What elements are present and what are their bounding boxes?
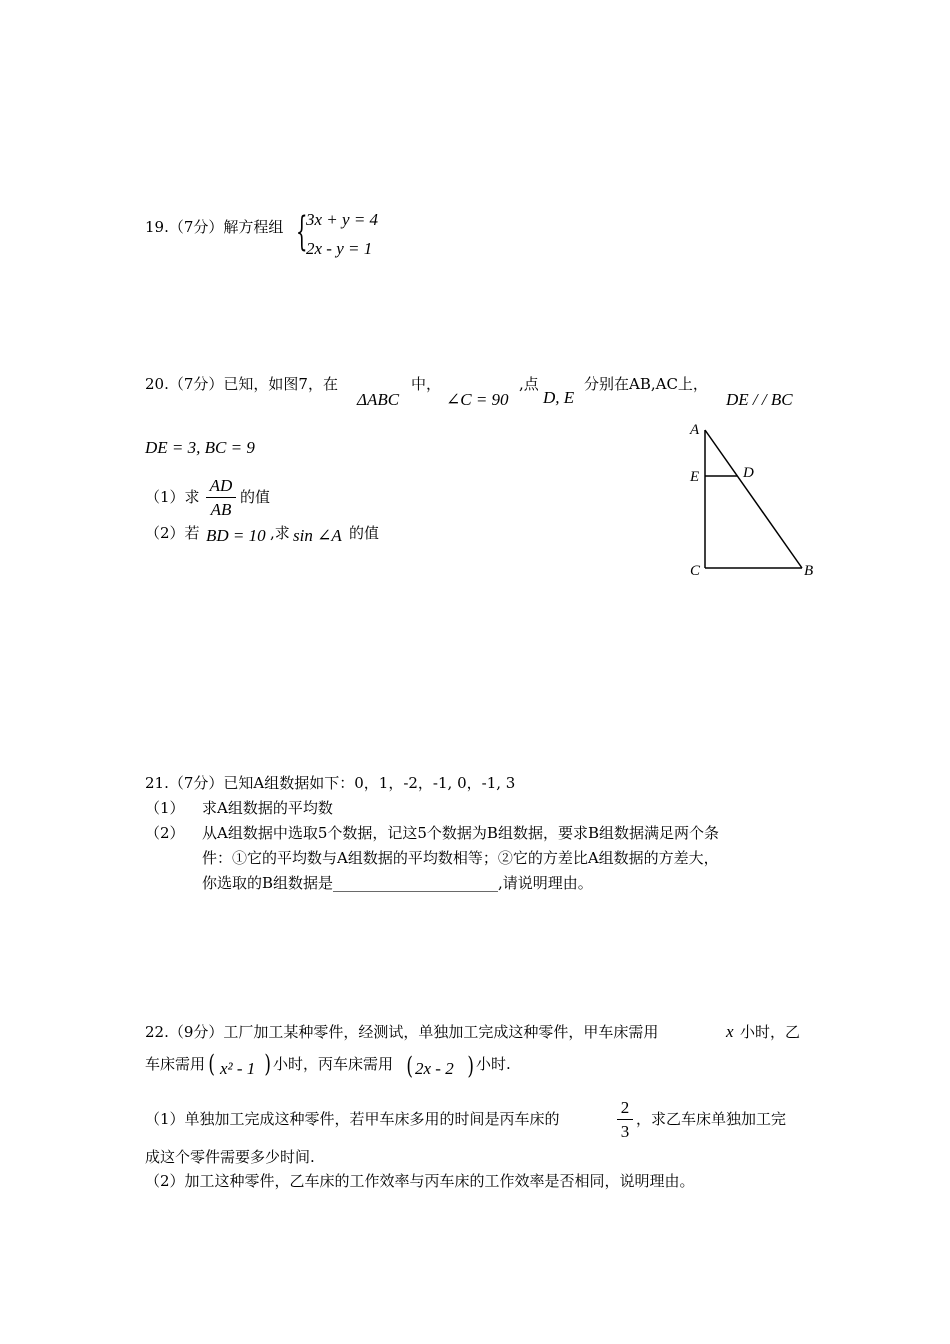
q20-lead: 20.（7分）已知，如图7，在 bbox=[145, 375, 338, 393]
q22-part1-a: （1）单独加工完成这种零件，若甲车床多用的时间是丙车床的 bbox=[145, 1110, 560, 1128]
q20-dian: ,点 bbox=[519, 375, 539, 393]
label-d: D bbox=[743, 465, 754, 481]
paren-close: ) bbox=[467, 1052, 474, 1080]
q21-title: 21.（7分）已知A组数据如下：0，1，-2，-1, 0，-1, 3 bbox=[145, 774, 516, 792]
q19-equation-1: 3x + y = 4 bbox=[306, 210, 379, 229]
q20-part1-fraction bbox=[206, 477, 236, 518]
paren-close: ) bbox=[264, 1050, 271, 1078]
q21-part1-text: 求A组数据的平均数 bbox=[202, 799, 333, 817]
q22-line1-end: 小时，乙 bbox=[740, 1023, 801, 1041]
label-b: B bbox=[804, 563, 814, 579]
q22-expr2: 2x - 2 bbox=[415, 1059, 454, 1078]
q20-part1-prefix: （1）求 bbox=[145, 488, 200, 506]
paren-open: ( bbox=[406, 1052, 413, 1080]
q22-part1-b: ，求乙车床单独加工完 bbox=[636, 1110, 787, 1128]
q20-on: 分别在AB,AC上， bbox=[584, 375, 708, 393]
q20-part2-sin: sin ∠A bbox=[293, 526, 342, 545]
q20-part2-suffix: 的值 bbox=[349, 524, 380, 542]
fraction-numerator: AD bbox=[209, 476, 233, 495]
q20-points: D, E bbox=[543, 388, 575, 407]
q20-part2-bd: BD = 10 bbox=[206, 526, 266, 545]
q22-var-x: x bbox=[726, 1022, 734, 1041]
q20-given: DE = 3, BC = 9 bbox=[145, 438, 255, 457]
fraction-denominator: AB bbox=[210, 500, 232, 519]
fraction-numerator: 2 bbox=[620, 1098, 630, 1117]
label-a: A bbox=[690, 422, 700, 438]
label-e: E bbox=[690, 469, 700, 485]
fraction-bar bbox=[206, 497, 236, 498]
q22-part2: （2）加工这种零件，乙车床的工作效率与丙车床的工作效率是否相同，说明理由。 bbox=[145, 1172, 695, 1190]
paren-open: ( bbox=[208, 1050, 215, 1078]
q20-zhong: 中， bbox=[411, 375, 442, 393]
q22-line2-c: 小时. bbox=[476, 1055, 511, 1073]
q22-part1-fraction bbox=[617, 1099, 633, 1140]
q21-part2-line3: 你选取的B组数据是______________________,请说明理由。 bbox=[202, 874, 593, 892]
q20-part2-mid: ,求 bbox=[270, 524, 290, 542]
q20-parallel: DE / / BC bbox=[726, 390, 793, 409]
q21-part2-line1: 从A组数据中选取5个数据，记这5个数据为B组数据，要求B组数据满足两个条 bbox=[202, 824, 719, 842]
fraction-denominator: 3 bbox=[620, 1122, 630, 1141]
q19-title: 19.（7分）解方程组 bbox=[145, 218, 284, 236]
segment-ab bbox=[705, 430, 802, 568]
q22-expr1: x² - 1 bbox=[220, 1059, 256, 1078]
fraction-bar bbox=[617, 1119, 633, 1120]
q22-line2-a: 车床需用 bbox=[145, 1055, 206, 1073]
q22-line2-b: 小时，丙车床需用 bbox=[273, 1055, 394, 1073]
q22-line1: 22.（9分）工厂加工某种零件，经测试，单独加工完成这种零件，甲车床需用 bbox=[145, 1023, 659, 1041]
q20-triangle: ΔABC bbox=[357, 390, 400, 409]
q22-part1-line2: 成这个零件需要多少时间. bbox=[145, 1148, 315, 1166]
system-brace: { bbox=[296, 209, 308, 255]
q20-part2-prefix: （2）若 bbox=[145, 524, 200, 542]
q20-part1-suffix: 的值 bbox=[240, 488, 271, 506]
q21-part2-number: （2） bbox=[145, 824, 185, 842]
label-c: C bbox=[690, 563, 701, 579]
triangle-figure bbox=[680, 415, 830, 585]
q21-part1-number: （1） bbox=[145, 799, 185, 817]
q19-equation-2: 2x - y = 1 bbox=[306, 239, 373, 258]
q20-angle: ∠C = 90 bbox=[446, 390, 509, 409]
q21-part2-line2: 件：①它的平均数与A组数据的平均数相等；②它的方差比A组数据的方差大， bbox=[202, 849, 719, 867]
